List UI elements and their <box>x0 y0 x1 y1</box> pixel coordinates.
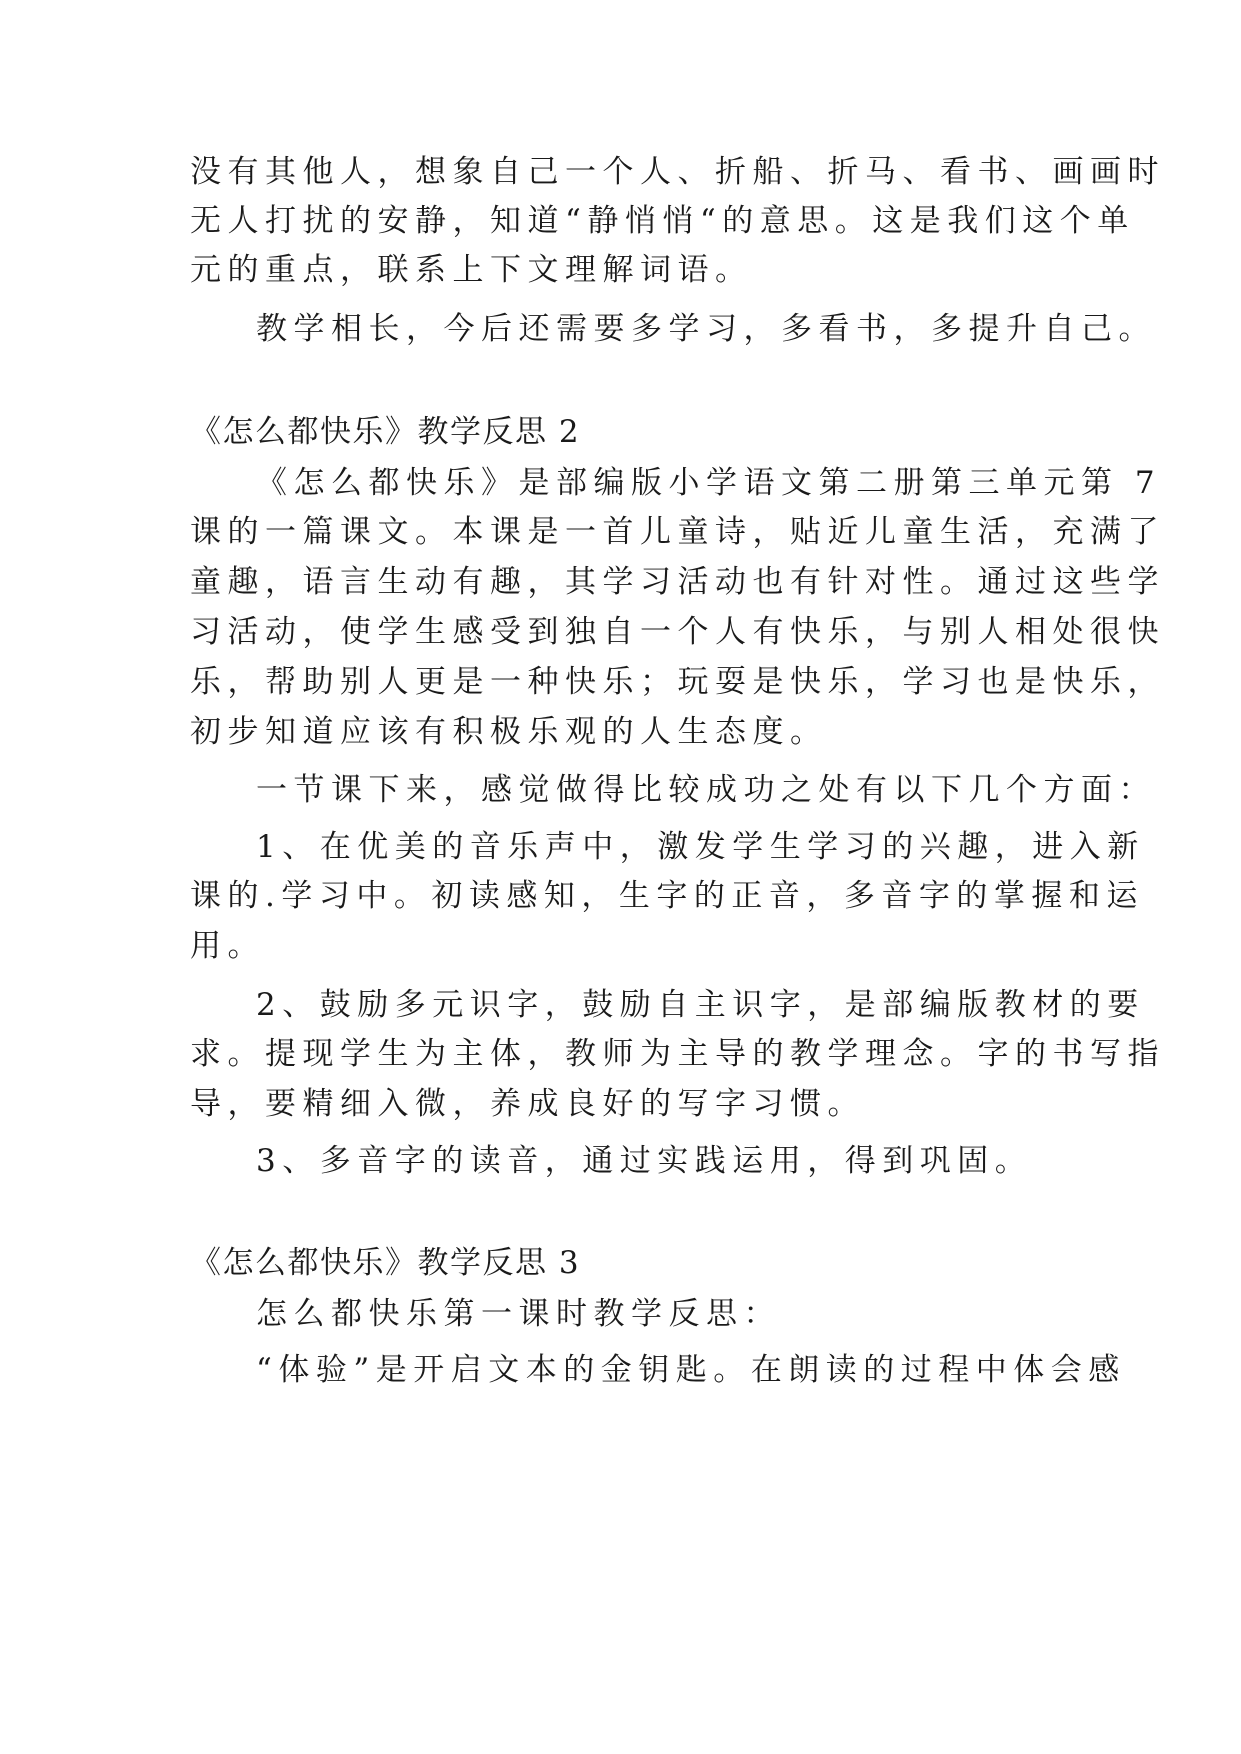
paragraph-line: 课的一篇课文。本课是一首儿童诗，贴近儿童生活，充满了 <box>190 514 1165 550</box>
section-heading: 《怎么都快乐》教学反思 2 <box>190 414 581 450</box>
section-heading: 《怎么都快乐》教学反思 3 <box>190 1245 581 1281</box>
paragraph-line: 怎么都快乐第一课时教学反思： <box>256 1296 781 1332</box>
paragraph-line: 无人打扰的安静，知道“静悄悄“的意思。这是我们这个单 <box>190 203 1135 239</box>
paragraph-line: 1、在优美的音乐声中，激发学生学习的兴趣，进入新 <box>256 829 1145 865</box>
paragraph-line: 习活动，使学生感受到独自一个人有快乐，与别人相处很快 <box>190 614 1165 650</box>
paragraph-line: 课的.学习中。初读感知，生字的正音，多音字的掌握和运 <box>190 878 1144 914</box>
paragraph-line: 3、多音字的读音，通过实践运用，得到巩固。 <box>256 1143 1033 1179</box>
paragraph-line: 导，要精细入微，养成良好的写字习惯。 <box>190 1086 865 1122</box>
paragraph-line: 用。 <box>190 928 265 964</box>
paragraph-line: 《怎么都快乐》是部编版小学语文第二册第三单元第 7 <box>256 465 1162 501</box>
paragraph-line: “体验”是开启文本的金钥匙。在朗读的过程中体会感 <box>256 1352 1126 1388</box>
paragraph-line: 乐，帮助别人更是一种快乐；玩耍是快乐，学习也是快乐， <box>190 664 1165 700</box>
paragraph-line: 一节课下来，感觉做得比较成功之处有以下几个方面： <box>256 772 1156 808</box>
paragraph-line: 没有其他人，想象自己一个人、折船、折马、看书、画画时 <box>190 154 1165 190</box>
paragraph-line: 初步知道应该有积极乐观的人生态度。 <box>190 714 828 750</box>
paragraph-line: 2、鼓励多元识字，鼓励自主识字，是部编版教材的要 <box>256 987 1145 1023</box>
paragraph-line: 童趣，语言生动有趣，其学习活动也有针对性。通过这些学 <box>190 564 1165 600</box>
paragraph-line: 元的重点，联系上下文理解词语。 <box>190 252 753 288</box>
paragraph-line: 教学相长，今后还需要多学习，多看书，多提升自己。 <box>256 311 1156 347</box>
paragraph-line: 求。提现学生为主体，教师为主导的教学理念。字的书写指 <box>190 1036 1165 1072</box>
